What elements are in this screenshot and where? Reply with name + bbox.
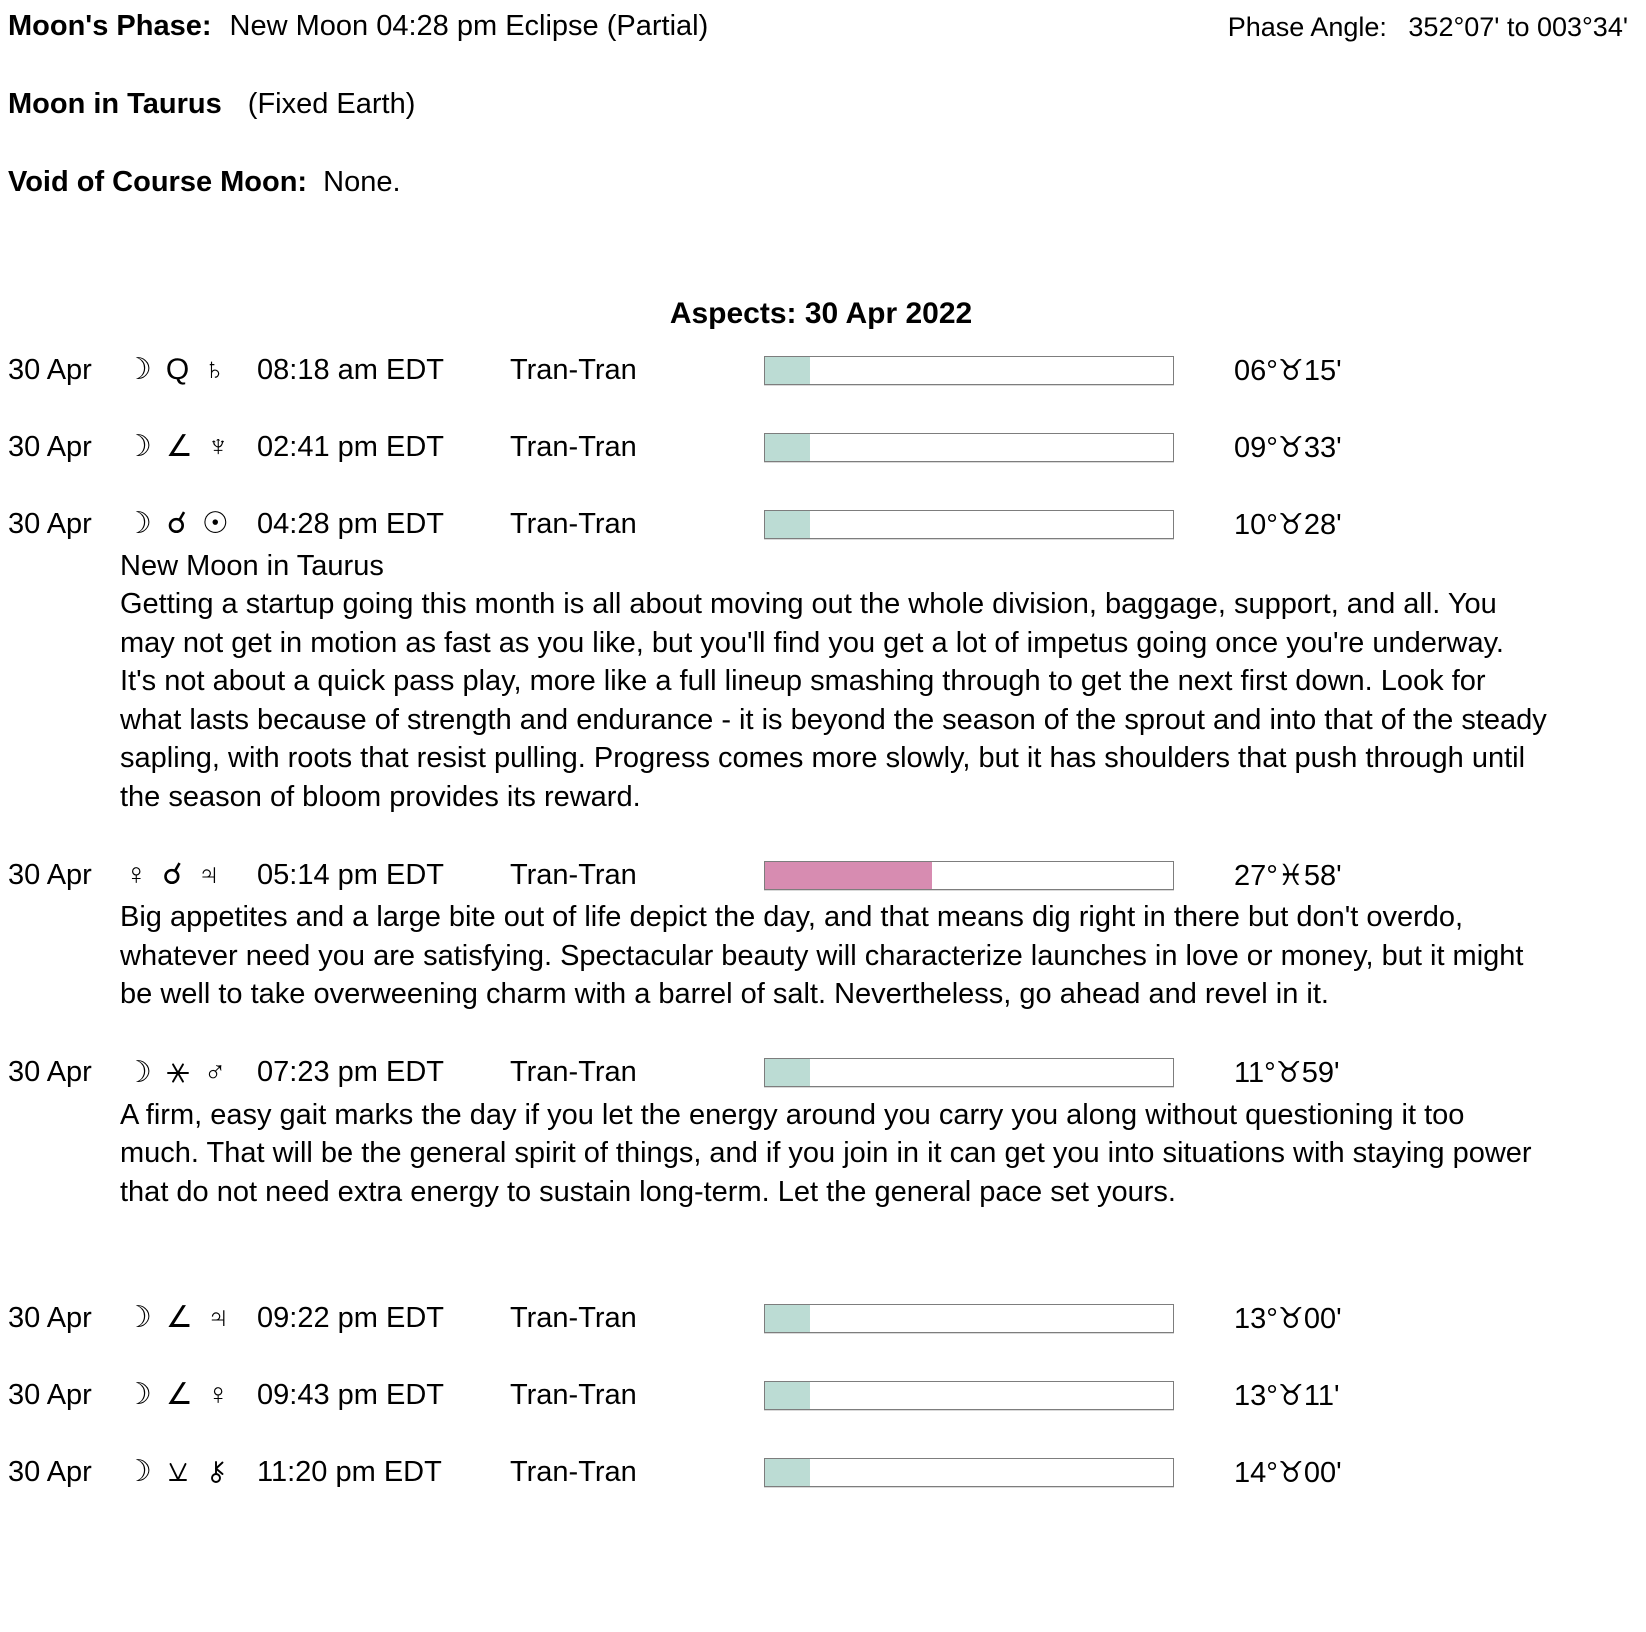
pisces-sign-icon: ♓ [1277,859,1304,892]
venus-icon: ♀ [125,858,148,891]
aspect-degree: 06°♉15' [1234,354,1342,387]
aspect-symbols [125,355,257,385]
aspect-type: Tran-Tran [510,430,637,463]
aspect-type: Tran-Tran [510,353,637,386]
semisquare-aspect-icon: ∠ [165,1378,193,1411]
aspect-degree: 27°♓58' [1234,859,1342,892]
orb-progress-fill [765,1059,810,1086]
void-of-course-value: None. [323,166,401,198]
aspect-type: Tran-Tran [510,507,637,540]
aspect-time: 11:20 pm EDT [257,1455,442,1488]
taurus-sign-icon: ♉ [1277,431,1304,464]
orb-progress-fill [765,434,810,461]
taurus-sign-icon: ♉ [1277,1456,1304,1489]
orb-progress-fill [765,1305,810,1332]
quintile-aspect-icon: Q [165,353,190,386]
aspect-time: 05:14 pm EDT [257,858,444,891]
moons-phase [8,10,708,43]
aspect-row [8,432,1634,462]
orb-progress-bar [764,1458,1174,1487]
aspect-symbols [125,1055,257,1089]
aspect-time: 09:43 pm EDT [257,1378,444,1411]
aspect-time: 04:28 pm EDT [257,507,444,540]
jupiter-icon: ♃ [206,1301,230,1334]
orb-progress-bar [764,510,1174,539]
semisquare-aspect-icon: ∠ [165,1301,193,1334]
aspect-degree: 11°♉59' [1234,1057,1340,1089]
orb-progress-bar [764,861,1174,890]
aspect-degree: 09°♉33' [1234,431,1342,464]
aspect-date: 30 Apr [8,353,92,386]
aspect-time: 07:23 pm EDT [257,1056,444,1088]
phase-angle-value: 352°07' to 003°34' [1408,12,1628,42]
taurus-sign-icon: ♉ [1275,1057,1302,1089]
aspect-row [8,1303,1634,1333]
aspect-date: 30 Apr [8,1455,92,1488]
orb-progress-fill [765,862,932,889]
orb-progress-fill [765,1382,810,1409]
aspect-type: Tran-Tran [510,858,637,891]
aspect-symbols [125,509,257,539]
orb-progress-bar [764,1304,1174,1333]
aspect-date: 30 Apr [8,858,92,891]
moons-phase-value: New Moon 04:28 pm Eclipse (Partial) [229,10,709,42]
orb-progress-fill [765,1459,810,1486]
header-line-moon-sign [8,88,1634,121]
aspect-description: A firm, easy gait marks the day if you let the energy around you carry you along without questioning it too much. That will be the general spirit of things, and if you join in it can get you into situations with staying power that do not need extra energy to sustain long-term. Let the general pace set yours. [120,1098,1532,1208]
aspect-date: 30 Apr [8,507,92,540]
aspect-degree: 10°♉28' [1234,508,1342,541]
mars-icon: ♂ [203,1055,227,1089]
semisextile-aspect-icon [166,1459,190,1485]
orb-progress-bar [764,1058,1174,1087]
void-of-course-label: Void of Course Moon: [8,166,308,198]
taurus-sign-icon: ♉ [1277,1302,1304,1335]
moon-sign-detail: (Fixed Earth) [247,88,416,120]
aspect-time: 02:41 pm EDT [257,430,444,463]
aspect-row [8,1457,1634,1487]
aspect-row [8,509,1634,539]
aspect-type: Tran-Tran [510,1378,637,1411]
conjunction-aspect-icon: ☌ [162,858,183,891]
aspect-description: Big appetites and a large bite out of life depict the day, and that means dig right in there but don't overdo, whatever need you are satisfying. Spectacular beauty will characterize launches in love or money, but it might be well to take overweening charm with a barrel of salt. Nevertheless, go ahead and revel in it. [120,901,1524,1010]
aspect-row [8,355,1634,385]
orb-progress-fill [765,511,810,538]
orb-progress-bar [764,356,1174,385]
moon-icon: ☽ [125,1301,152,1334]
jupiter-icon: ♃ [197,858,220,891]
moon-icon: ☽ [125,1455,152,1488]
aspect-type: Tran-Tran [510,1056,637,1088]
aspect-description: Getting a startup going this month is all about moving out the whole division, baggage, support, and all. You may not get in motion as fast as you like, but you'll find you get a lot of impetus going once you're underway. It's not about a quick pass play, more like a full lineup smashing through to get the next first down. Look for what lasts because of strength and endurance - it is beyond the season of the sprout and into that of the steady sapling, with roots that resist pulling. Progress comes more slowly, but it has shoulders that push through until the season of bloom provides its reward. [120,588,1547,813]
aspect-degree: 13°♉11' [1234,1379,1340,1412]
moons-phase-label: Moon's Phase: [8,10,212,42]
taurus-sign-icon: ♉ [1277,508,1304,541]
aspect-symbols [125,1380,257,1410]
moon-icon: ☽ [125,353,152,386]
aspect-type: Tran-Tran [510,1455,637,1488]
aspect-date: 30 Apr [8,1301,92,1334]
conjunction-aspect-icon: ☌ [166,507,187,540]
venus-icon: ♀ [206,1378,230,1411]
taurus-sign-icon: ♉ [1277,1379,1304,1412]
header-line-void-of-course [8,166,1634,199]
saturn-icon: ♄ [203,353,226,386]
aspect-symbols [125,1303,257,1333]
taurus-sign-icon: ♉ [1277,354,1304,387]
aspect-date: 30 Apr [8,1056,92,1088]
aspect-symbols [125,860,257,890]
moon-icon: ☽ [125,1055,152,1089]
aspect-time: 08:18 am EDT [257,353,444,386]
aspect-degree: 13°♉00' [1234,1302,1342,1335]
orb-progress-fill [765,357,810,384]
aspect-type: Tran-Tran [510,1301,637,1334]
aspect-symbols [125,1457,257,1487]
moon-icon: ☽ [125,430,152,463]
chiron-icon [204,1459,228,1485]
aspect-time: 09:22 pm EDT [257,1301,444,1334]
aspects-title: Aspects: 30 Apr 2022 [669,297,973,330]
phase-angle [1228,12,1634,43]
orb-progress-bar [764,433,1174,462]
phase-angle-label: Phase Angle: [1227,12,1387,42]
sextile-aspect-icon [166,1060,190,1086]
moon-icon: ☽ [125,1378,152,1411]
aspect-note: New Moon in Taurus [120,550,384,582]
aspect-symbols [125,432,257,462]
aspect-degree: 14°♉00' [1234,1456,1342,1489]
neptune-icon: ♆ [206,430,230,463]
semisquare-aspect-icon: ∠ [165,430,193,463]
aspect-date: 30 Apr [8,1378,92,1411]
aspect-row [8,1055,1634,1089]
sun-icon: ☉ [201,507,229,540]
moon-sign-label: Moon in Taurus [8,88,222,120]
aspect-row [8,860,1634,890]
orb-progress-bar [764,1381,1174,1410]
aspect-date: 30 Apr [8,430,92,463]
moon-icon: ☽ [125,507,152,540]
aspect-row [8,1380,1634,1410]
header-line-moons-phase [8,10,1634,43]
